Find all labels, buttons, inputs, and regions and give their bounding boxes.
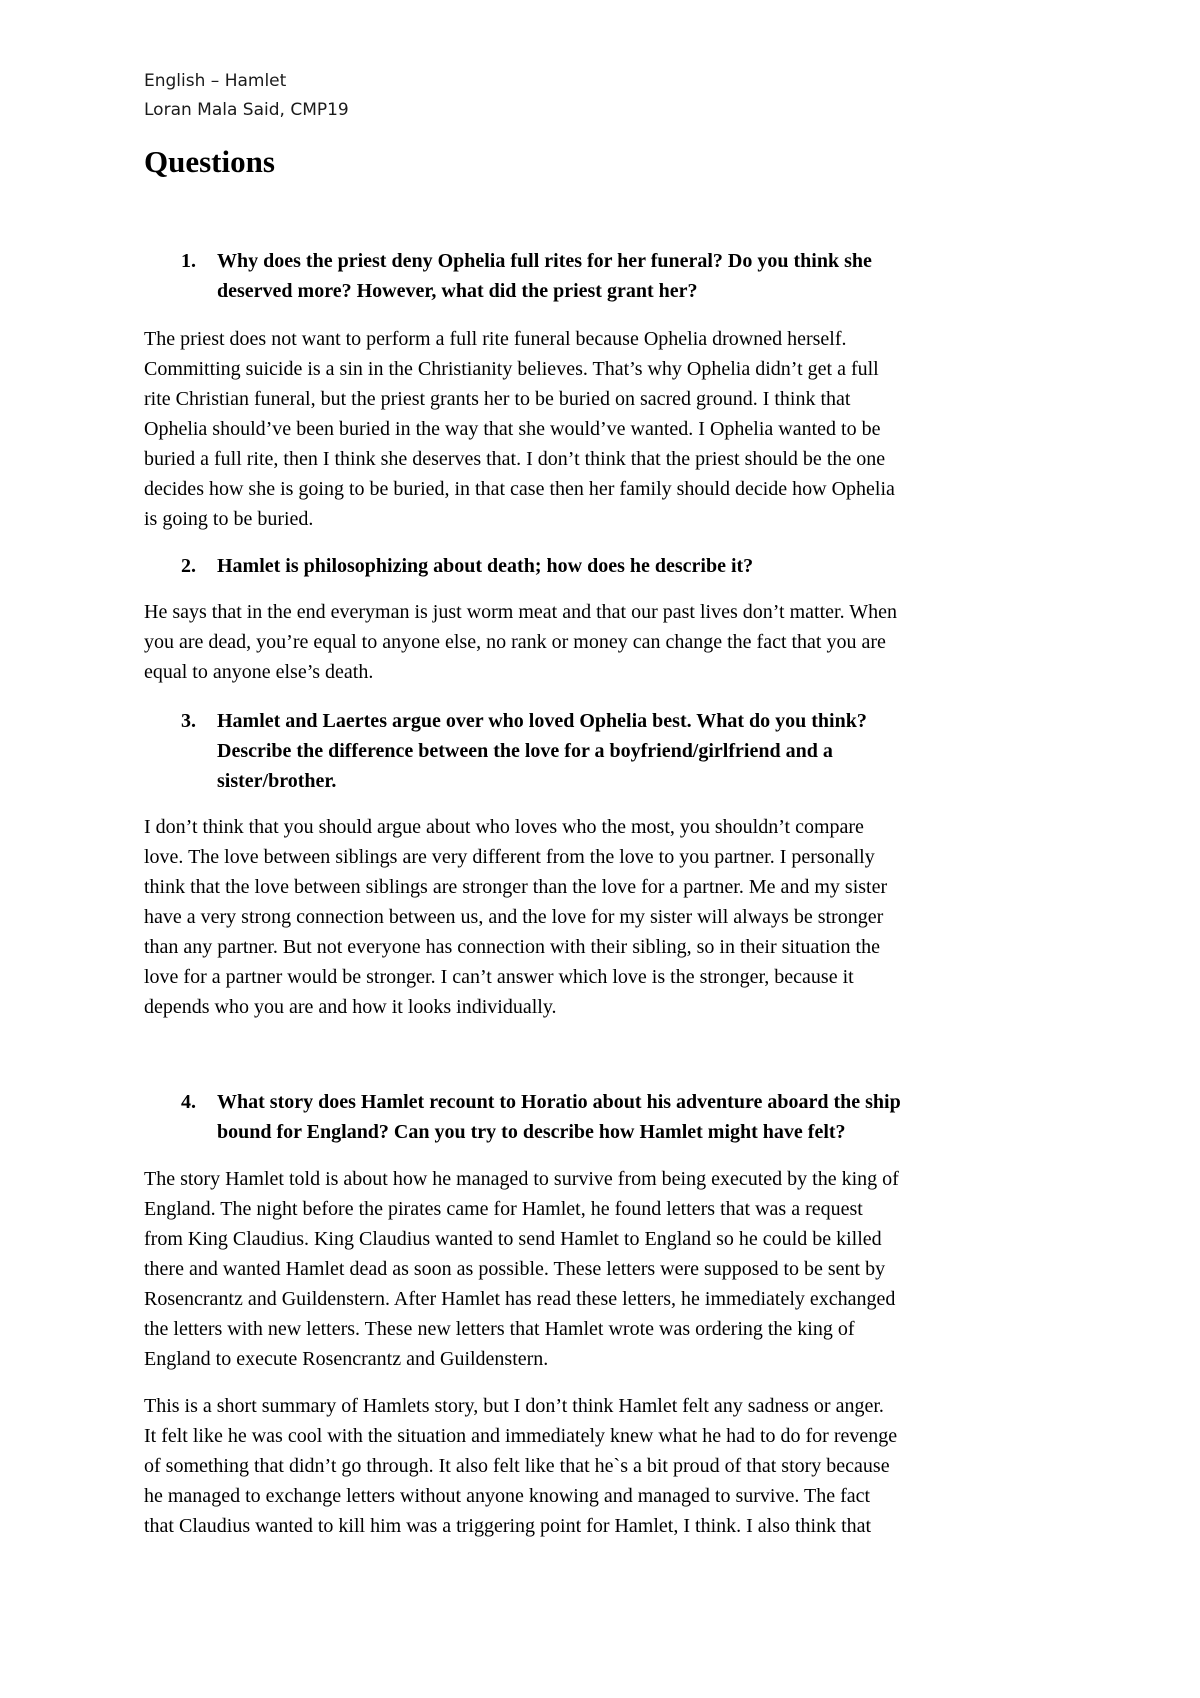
question-text [217, 551, 1057, 581]
answer-line: think that the love between siblings are stronger than the love for a partner. Me and my sister [144, 876, 888, 898]
answer-line: the letters with new letters. These new letters that Hamlet wrote was ordering the king of [144, 1318, 855, 1340]
author-line: Loran Mala Said, CMP19 [144, 100, 349, 120]
answer-line: rite Christian funeral, but the priest grants her to be buried on sacred ground. I think that [144, 388, 851, 410]
question-number: 2. [181, 555, 196, 577]
question-text [217, 246, 1057, 306]
answer-paragraph [144, 324, 1064, 534]
question-number: 4. [181, 1091, 196, 1113]
answer-line: have a very strong connection between us, and the love for my sister will always be stronger [144, 906, 884, 928]
answer-paragraph [144, 1391, 1064, 1541]
question-text [217, 1087, 1057, 1147]
page-title: Questions [144, 144, 275, 179]
question-line: Hamlet and Laertes argue over who loved Ophelia best. What do you think? [217, 710, 867, 732]
answer-line: you are dead, you’re equal to anyone else, no rank or money can change the fact that you are [144, 631, 886, 653]
answer-line: It felt like he was cool with the situation and immediately knew what he had to do for revenge [144, 1425, 898, 1447]
answer-paragraph [144, 597, 1064, 687]
answer-line: is going to be buried. [144, 508, 314, 530]
answer-line: decides how she is going to be buried, in that case then her family should decide how Ophelia [144, 478, 895, 500]
answer-line: buried a full rite, then I think she deserves that. I don’t think that the priest should be the one [144, 448, 886, 470]
answer-line: I don’t think that you should argue about who loves who the most, you shouldn’t compare [144, 816, 864, 838]
answer-paragraph [144, 812, 1064, 1022]
answer-line: He says that in the end everyman is just worm meat and that our past lives don’t matter. When [144, 601, 897, 623]
answer-line: England. The night before the pirates came for Hamlet, he found letters that was a request [144, 1198, 863, 1220]
question-number: 1. [181, 250, 196, 272]
answer-line: than any partner. But not everyone has connection with their sibling, so in their situation the [144, 936, 880, 958]
answer-line: he managed to exchange letters without anyone knowing and managed to survive. The fact [144, 1485, 871, 1507]
question-line: Describe the difference between the love for a boyfriend/girlfriend and a [217, 740, 833, 762]
answer-line: love for a partner would be stronger. I can’t answer which love is the stronger, because it [144, 966, 854, 988]
question-line: deserved more? However, what did the priest grant her? [217, 280, 698, 302]
answer-line: there and wanted Hamlet dead as soon as possible. These letters were supposed to be sent by [144, 1258, 886, 1280]
answer-line: The story Hamlet told is about how he managed to survive from being executed by the king of [144, 1168, 899, 1190]
question-text [217, 706, 1057, 796]
question-number: 3. [181, 710, 196, 732]
question-line: sister/brother. [217, 770, 337, 792]
answer-line: The priest does not want to perform a full rite funeral because Ophelia drowned herself. [144, 328, 847, 350]
answer-line: depends who you are and how it looks individually. [144, 996, 557, 1018]
answer-line: of something that didn’t go through. It also felt like that he`s a bit proud of that story because [144, 1455, 890, 1477]
answer-line: This is a short summary of Hamlets story, but I don’t think Hamlet felt any sadness or anger. [144, 1395, 884, 1417]
answer-line: from King Claudius. King Claudius wanted to send Hamlet to England so he could be killed [144, 1228, 882, 1250]
question-line: What story does Hamlet recount to Horatio about his adventure aboard the ship [217, 1091, 901, 1113]
answer-paragraph [144, 1164, 1064, 1374]
answer-line: that Claudius wanted to kill him was a triggering point for Hamlet, I think. I also think that [144, 1515, 872, 1537]
answer-line: Committing suicide is a sin in the Christianity believes. That’s why Ophelia didn’t get a full [144, 358, 879, 380]
answer-line: Ophelia should’ve been buried in the way that she would’ve wanted. I Ophelia wanted to be [144, 418, 881, 440]
answer-line: love. The love between siblings are very different from the love to you partner. I personally [144, 846, 875, 868]
question-line: Hamlet is philosophizing about death; how does he describe it? [217, 555, 754, 577]
answer-line: equal to anyone else’s death. [144, 661, 374, 683]
question-line: bound for England? Can you try to describe how Hamlet might have felt? [217, 1121, 846, 1143]
answer-line: Rosencrantz and Guildenstern. After Hamlet has read these letters, he immediately exchanged [144, 1288, 896, 1310]
subject-line: English – Hamlet [144, 71, 287, 91]
answer-line: England to execute Rosencrantz and Guildenstern. [144, 1348, 549, 1370]
question-line: Why does the priest deny Ophelia full rites for her funeral? Do you think she [217, 250, 872, 272]
